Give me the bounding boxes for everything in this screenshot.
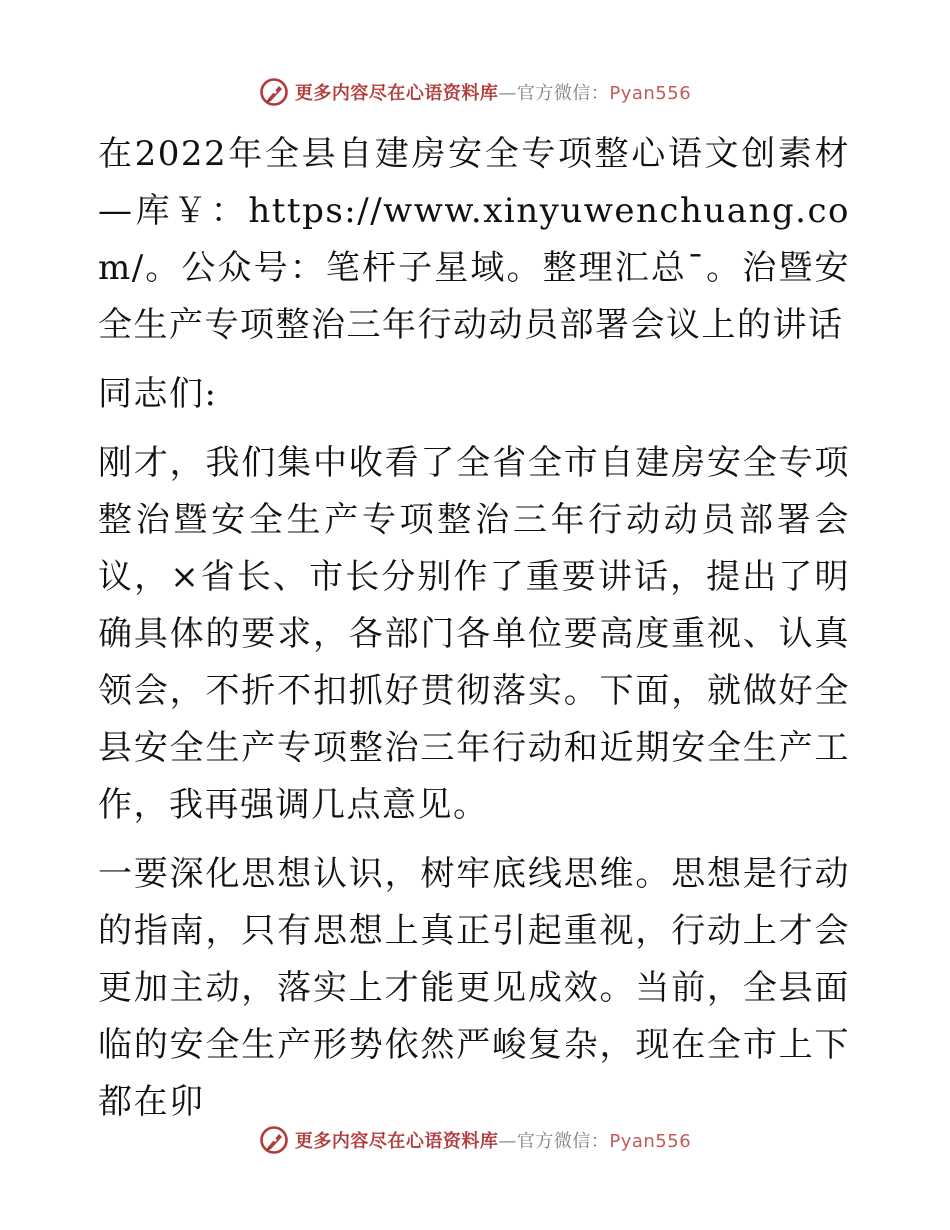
banner-wechat-id: Pyan556 xyxy=(609,83,692,104)
pen-logo-icon xyxy=(259,1125,289,1155)
pen-logo-icon xyxy=(259,77,289,107)
banner-dash: — xyxy=(498,1131,517,1152)
header-banner xyxy=(0,72,950,112)
banner-main-text: 更多内容尽在心语资料库 xyxy=(294,1131,499,1152)
banner-dash: — xyxy=(498,83,517,104)
greeting: 同志们: xyxy=(98,374,218,414)
document-title: 在2022年全县自建房安全专项整心语文创素材—库￥：https://www.xinyuwenchuang.com/。公众号：笔杆子星域。整理汇总¯。治暨安全生产专项整治三年行动动员部署会议上的讲话 xyxy=(98,134,850,345)
paragraph-1: 刚才，我们集中收看了全省全市自建房安全专项整治暨安全生产专项整治三年行动动员部署会议，×省长、市长分别作了重要讲话，提出了明确具体的要求，各部门各单位要高度重视、认真领会，不折不扣抓好贯彻落实。下面，就做好全县安全生产专项整治三年行动和近期安全生产工作，我再强调几点意见。 xyxy=(98,443,850,825)
paragraph-2: 一要深化思想认识，树牢底线思维。思想是行动的指南，只有思想上真正引起重视，行动上才会更加主动，落实上才能更见成效。当前，全县面临的安全生产形势依然严峻复杂，现在全市上下都在卯 xyxy=(98,854,850,1122)
banner-main-text: 更多内容尽在心语资料库 xyxy=(294,83,499,104)
banner-wechat-label: 官方微信： xyxy=(516,1131,610,1152)
banner-wechat-label: 官方微信： xyxy=(516,83,610,104)
banner-wechat-id: Pyan556 xyxy=(609,1131,692,1152)
document-body xyxy=(98,126,850,1131)
footer-banner xyxy=(0,1120,950,1160)
